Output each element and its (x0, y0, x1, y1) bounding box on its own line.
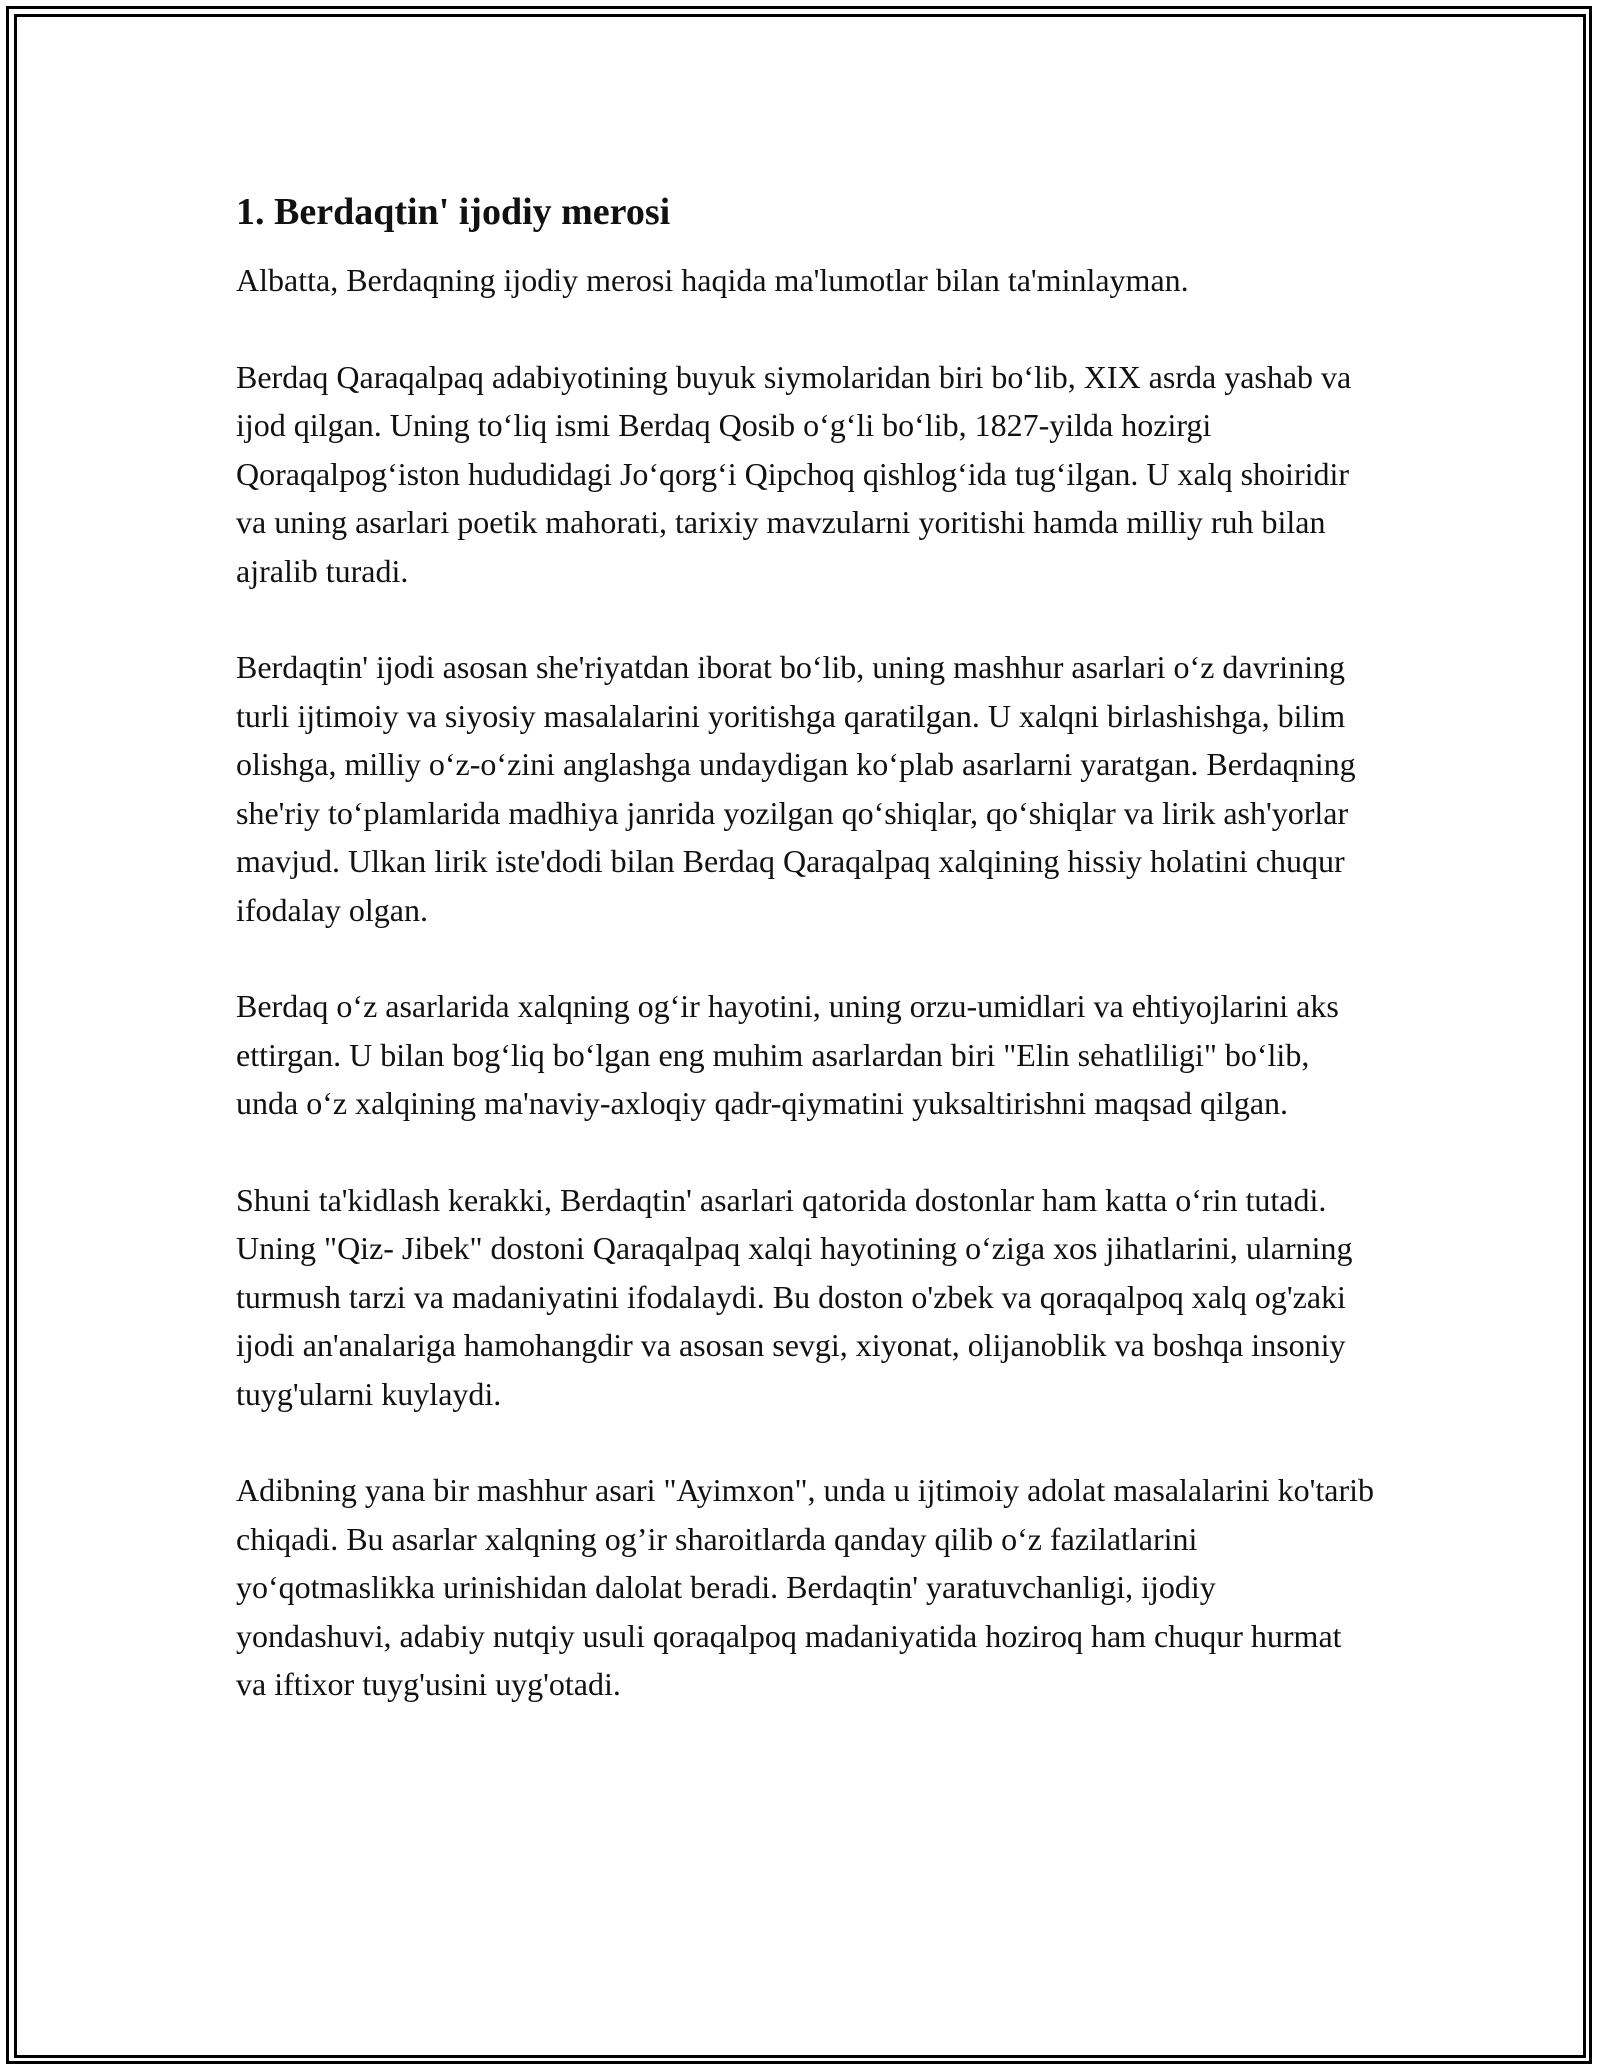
paragraph-dostons: Shuni ta'kidlash kerakki, Berdaqtin' asarlari qatorida dostonlar ham katta o‘rin tutadi. Uning "Qiz- Jibek" dostoni Qaraqalpaq xalqi hayotining o‘ziga xos jihatlarini, ularning turmush tarzi va madaniyatini ifodalaydi. Bu doston o'zbek va qoraqalpoq xalq og'zaki ijodi an'analariga hamohangdir va asosan sevgi, xiyonat, olijanoblik va boshqa insoniy tuyg'ularni kuylaydi. (236, 1181, 1353, 1412)
paragraph-intro: Albatta, Berdaqning ijodiy merosi haqida ma'lumotlar bilan ta'minlayman. (236, 262, 1189, 298)
paragraph-ayimxon: Adibning yana bir mashhur asari "Ayimxon", unda u ijtimoiy adolat masalalarini ko'tarib chiqadi. Bu asarlar xalqning og’ir sharoitlarda qanday qilib o‘z fazilatlarini yo‘qotmaslikka urinishidan dalolat beradi. Berdaqtin' yaratuvchanligi, ijodiy yondashuvi, adabiy nutqiy usuli qoraqalpoq madaniyatida hoziroq ham chuqur hurmat va iftixor tuyg'usini uyg'otadi. (236, 1472, 1375, 1702)
paragraph-poetry: Berdaqtin' ijodi asosan she'riyatdan iborat bo‘lib, uning mashhur asarlari o‘z davrining turli ijtimoiy va siyosiy masalalarini yoritishga qaratilgan. U xalqni birlashishga, bilim olishga, milliy o‘z-o‘zini anglashga undaydigan ko‘plab asarlarni yaratgan. Berdaqning she'riy to‘plamlarida madhiya janrida yozilgan qo‘shiqlar, qo‘shiqlar va lirik ash'yorlar mavjud. Ulkan lirik iste'dodi bilan Berdaq Qaraqalpaq xalqining hissiy holatini chuqur ifodalay olgan. (236, 649, 1356, 928)
document-body (236, 188, 1376, 1757)
paragraph-people-life: Berdaq o‘z asarlarida xalqning og‘ir hayotini, uning orzu-umidlari va ehtiyojlarini aks ettirgan. U bilan bog‘liq bo‘lgan eng muhim asarlardan biri "Elin sehatliligi" bo‘lib, unda o‘z xalqining ma'naviy-axloqiy qadr-qiymatini yuksaltirishni maqsad qilgan. (236, 988, 1339, 1121)
paragraph-biography: Berdaq Qaraqalpaq adabiyotining buyuk siymolaridan biri bo‘lib, XIX asrda yashab va ijod qilgan. Uning to‘liq ismi Berdaq Qosib o‘g‘li bo‘lib, 1827-yilda hozirgi Qoraqalpog‘iston hududidagi Jo‘qorg‘i Qipchoq qishlog‘ida tug‘ilgan. U xalq shoiridir va uning asarlari poetik mahorati, tarixiy mavzularni yoritishi hamda milliy ruh bilan ajralib turadi. (236, 358, 1352, 589)
document-heading: 1. Berdaqtin' ijodiy merosi (236, 191, 671, 233)
